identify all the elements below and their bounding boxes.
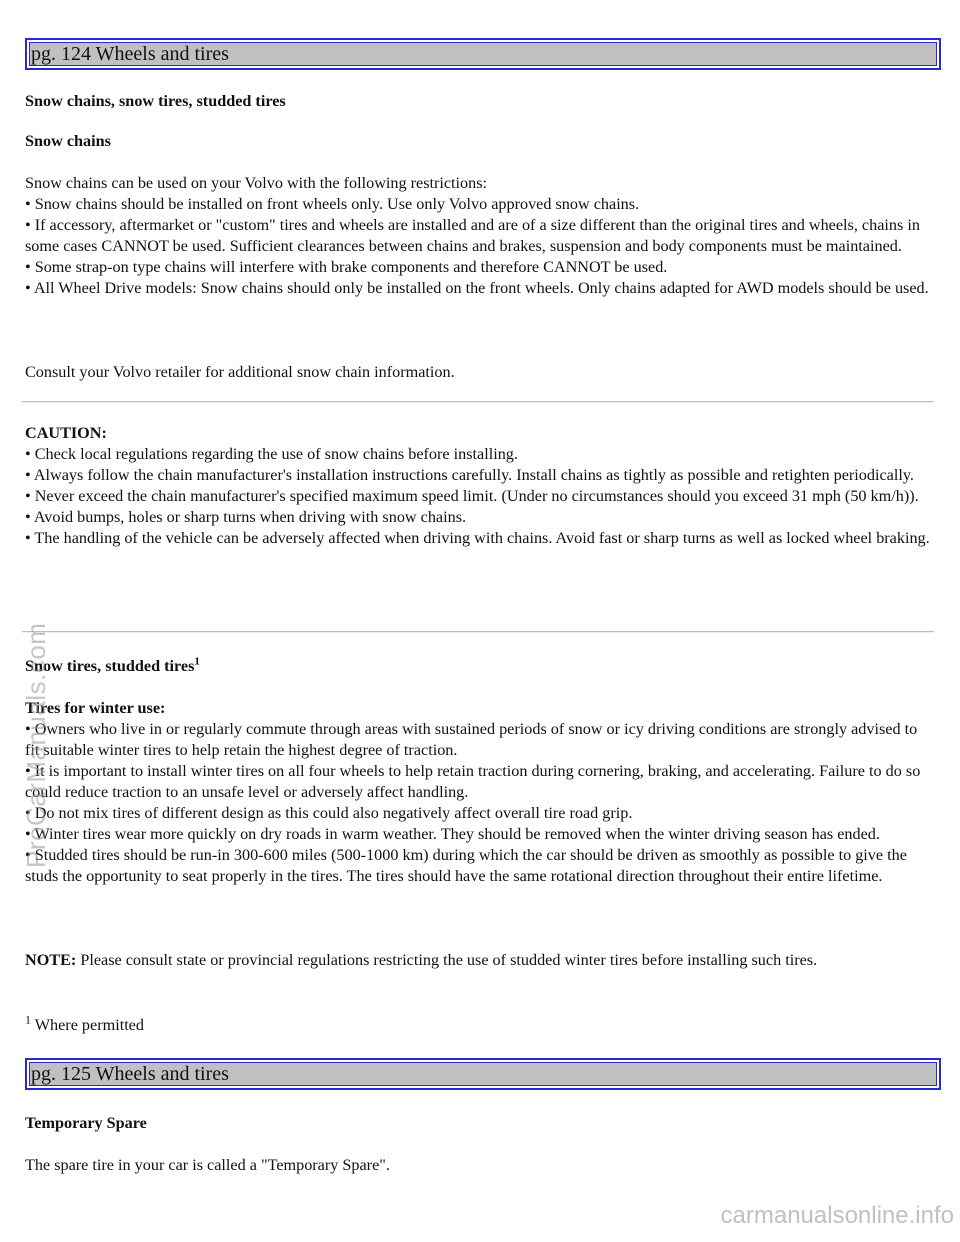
main-heading: Snow chains, snow tires, studded tires: [25, 92, 286, 110]
snow-chains-intro: Snow chains can be used on your Volvo with the following restrictions:: [25, 174, 488, 192]
caution-bullet: • The handling of the vehicle can be adversely affected when driving with chains. Avoid fast or sharp turns as well as locked wheel braking.: [25, 529, 930, 547]
caution-heading: CAUTION:: [25, 424, 107, 442]
divider: [22, 401, 934, 403]
winter-tires-bullet: • It is important to install winter tires on all four wheels to help retain traction during cornering, braking, and accelerating. Failure to do so could reduce traction to an unsafe level or adversely affect handling.: [25, 762, 921, 801]
caution-section: [25, 423, 933, 549]
snow-chains-section: [25, 173, 933, 299]
temporary-spare-text: The spare tire in your car is called a "Temporary Spare".: [25, 1156, 390, 1174]
snow-chains-bullet: • All Wheel Drive models: Snow chains should only be installed on the front wheels. Only chains adapted for AWD models should be used.: [25, 279, 929, 297]
snow-chains-bullet: • Snow chains should be installed on front wheels only. Use only Volvo approved snow chains.: [25, 195, 640, 213]
snow-chains-heading: Snow chains: [25, 132, 111, 150]
watermark-left: ProCarManuals.com: [21, 622, 51, 868]
caution-bullet: • Check local regulations regarding the use of snow chains before installing.: [25, 445, 518, 463]
temporary-spare-heading: Temporary Spare: [25, 1114, 147, 1132]
page-124-header: pg. 124 Wheels and tires: [25, 38, 941, 70]
footnote-text: Where permitted: [31, 1016, 144, 1034]
snow-tires-heading-text: Snow tires, studded tires: [25, 657, 195, 675]
snow-chains-consult: Consult your Volvo retailer for additional snow chain information.: [25, 363, 455, 381]
winter-tires-bullet: • Do not mix tires of different design as this could also negatively affect overall tire road grip.: [25, 804, 633, 822]
caution-bullet: • Always follow the chain manufacturer's installation instructions carefully. Install chains as tightly as possible and retighten periodically.: [25, 466, 914, 484]
caution-bullet: • Avoid bumps, holes or sharp turns when driving with snow chains.: [25, 508, 467, 526]
footnote-reference: 1: [194, 655, 200, 668]
snow-tires-heading: [25, 656, 933, 677]
page-125-header: pg. 125 Wheels and tires: [25, 1058, 941, 1090]
snow-chains-bullet: • Some strap-on type chains will interfere with brake components and therefore CANNOT be used.: [25, 258, 668, 276]
note-text: Please consult state or provincial regulations restricting the use of studded winter tires before installing such tires.: [76, 951, 818, 969]
winter-tires-subheading: Tires for winter use:: [25, 699, 166, 717]
winter-tires-section: [25, 698, 933, 887]
snow-chains-bullet: • If accessory, aftermarket or "custom" tires and wheels are installed and are of a size different than the original tires and wheels, chains in some cases CANNOT be used. Sufficient clearances between chains and brakes, suspension and body components must be maintained.: [25, 216, 920, 255]
caution-bullet: • Never exceed the chain manufacturer's specified maximum speed limit. (Under no circumstances should you exceed 31 mph (50 km/h)).: [25, 487, 919, 505]
divider: [22, 631, 934, 633]
watermark-bottom: carmanualsonline.info: [720, 1202, 954, 1229]
winter-tires-bullet: • Owners who live in or regularly commute through areas with sustained periods of snow or icy driving conditions are strongly advised to fit suitable winter tires to help retain the highest degree of traction.: [25, 720, 918, 759]
footnote-mark: 1: [25, 1012, 31, 1027]
footnote: [25, 1012, 933, 1036]
note: [25, 950, 933, 971]
note-label: NOTE:: [25, 951, 77, 969]
winter-tires-bullet: • Winter tires wear more quickly on dry roads in warm weather. They should be removed when the winter driving season has ended.: [25, 825, 880, 843]
winter-tires-bullet: • Studded tires should be run-in 300-600 miles (500-1000 km) during which the car should be driven as smoothly as possible to give the studs the opportunity to seat properly in the tires. The tires should have the same rotational direction throughout their entire lifetime.: [25, 846, 907, 885]
